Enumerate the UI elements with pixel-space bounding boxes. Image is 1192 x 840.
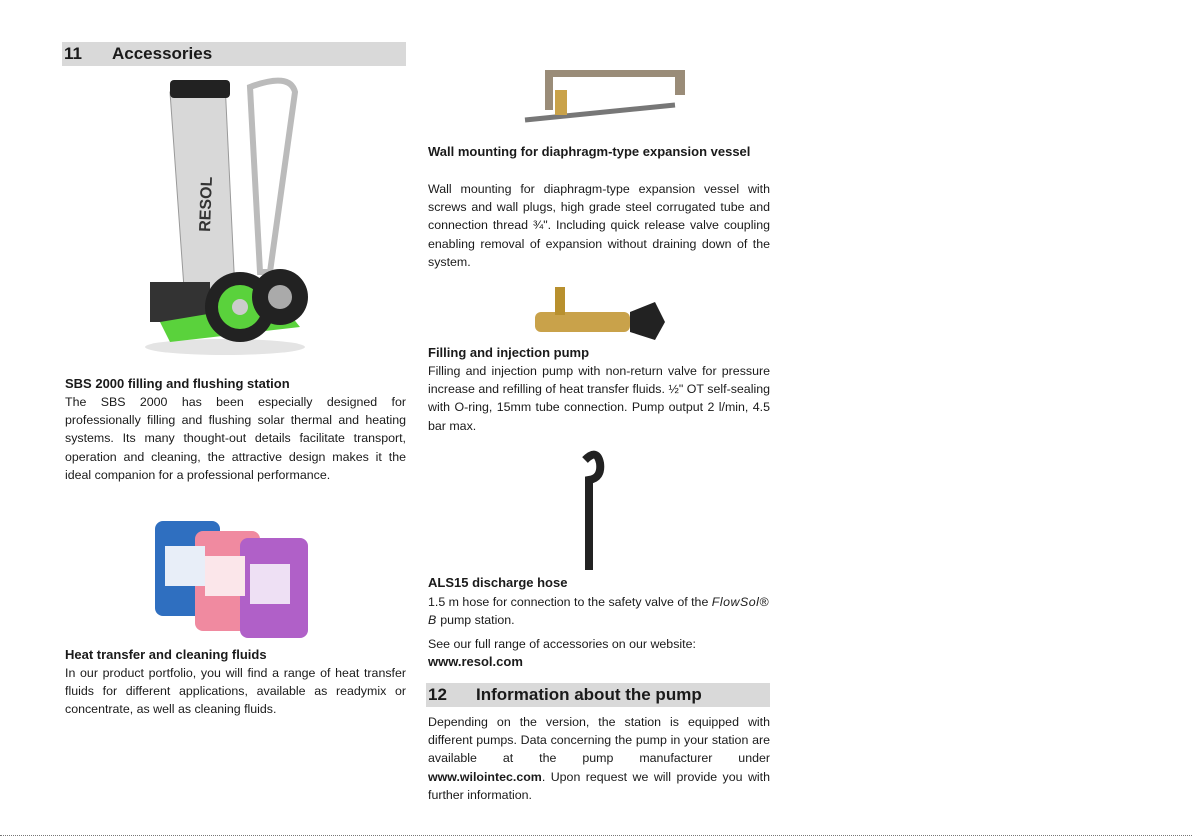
- page-border-divider: [0, 835, 1192, 836]
- section-11-heading: [62, 42, 406, 66]
- sbs-2000-station-image: [140, 72, 310, 357]
- resol-website-link[interactable]: www.resol.com: [428, 654, 523, 669]
- fluid-canisters-image: [150, 516, 315, 641]
- hose-title: ALS15 discharge hose: [428, 575, 568, 590]
- filling-pump-description: Filling and injection pump with non-return valve for pressure increase and refilling of heat transfer fluids. ½" OT self-sealing with O-ring, 15mm tube connection. Pump output 2 l/min, 4.5 bar max.: [428, 364, 770, 433]
- sbs-title: SBS 2000 filling and flushing station: [65, 376, 290, 391]
- svg-text:RESOL: RESOL: [197, 176, 216, 233]
- section-number: 12: [428, 685, 447, 704]
- fluids-title: Heat transfer and cleaning fluids: [65, 647, 267, 662]
- sbs-description: The SBS 2000 has been especially designed for professionally filling and flushing solar thermal and heating systems. Its many thought-out details facilitate transport, operation and cleaning, the attractive design makes it the ideal companion for a professional performance.: [65, 395, 406, 482]
- fluids-description: In our product portfolio, you will find a range of heat transfer fluids for different applications, available as readymix or concentrate, as well as cleaning fluids.: [65, 666, 406, 717]
- wall-mounting-image: [515, 65, 695, 137]
- wall-mounting-title: Wall mounting for diaphragm-type expansion vessel: [428, 144, 751, 159]
- section-title: Information about the pump: [476, 685, 702, 704]
- discharge-hose-image: [575, 448, 615, 573]
- wall-mounting-description: Wall mounting for diaphragm-type expansion vessel with screws and wall plugs, high grade steel corrugated tube and connection thread ¾". Including quick release valve coupling enabling removal of expansion without draining down of the system.: [428, 182, 770, 269]
- filling-pump-image: [530, 282, 670, 342]
- see-accessories-text: See our full range of accessories on our website:: [428, 637, 696, 651]
- flowsol-brand: FlowSol® B: [428, 595, 769, 628]
- pump-info-text: Depending on the version, the station is equipped with different pumps. Data concerning the pump in your station are available at the pump manufacturer under www.wilointec.com. Upon request we will provide you with further information.: [428, 715, 770, 802]
- section-12-heading: [426, 683, 770, 707]
- filling-pump-title: Filling and injection pump: [428, 345, 590, 360]
- section-number: 11: [64, 44, 82, 63]
- section-title: Accessories: [112, 44, 213, 63]
- wilo-website-link[interactable]: www.wilointec.com: [428, 769, 542, 784]
- hose-description: 1.5 m hose for connection to the safety valve of the FlowSol® B pump station.: [428, 595, 769, 628]
